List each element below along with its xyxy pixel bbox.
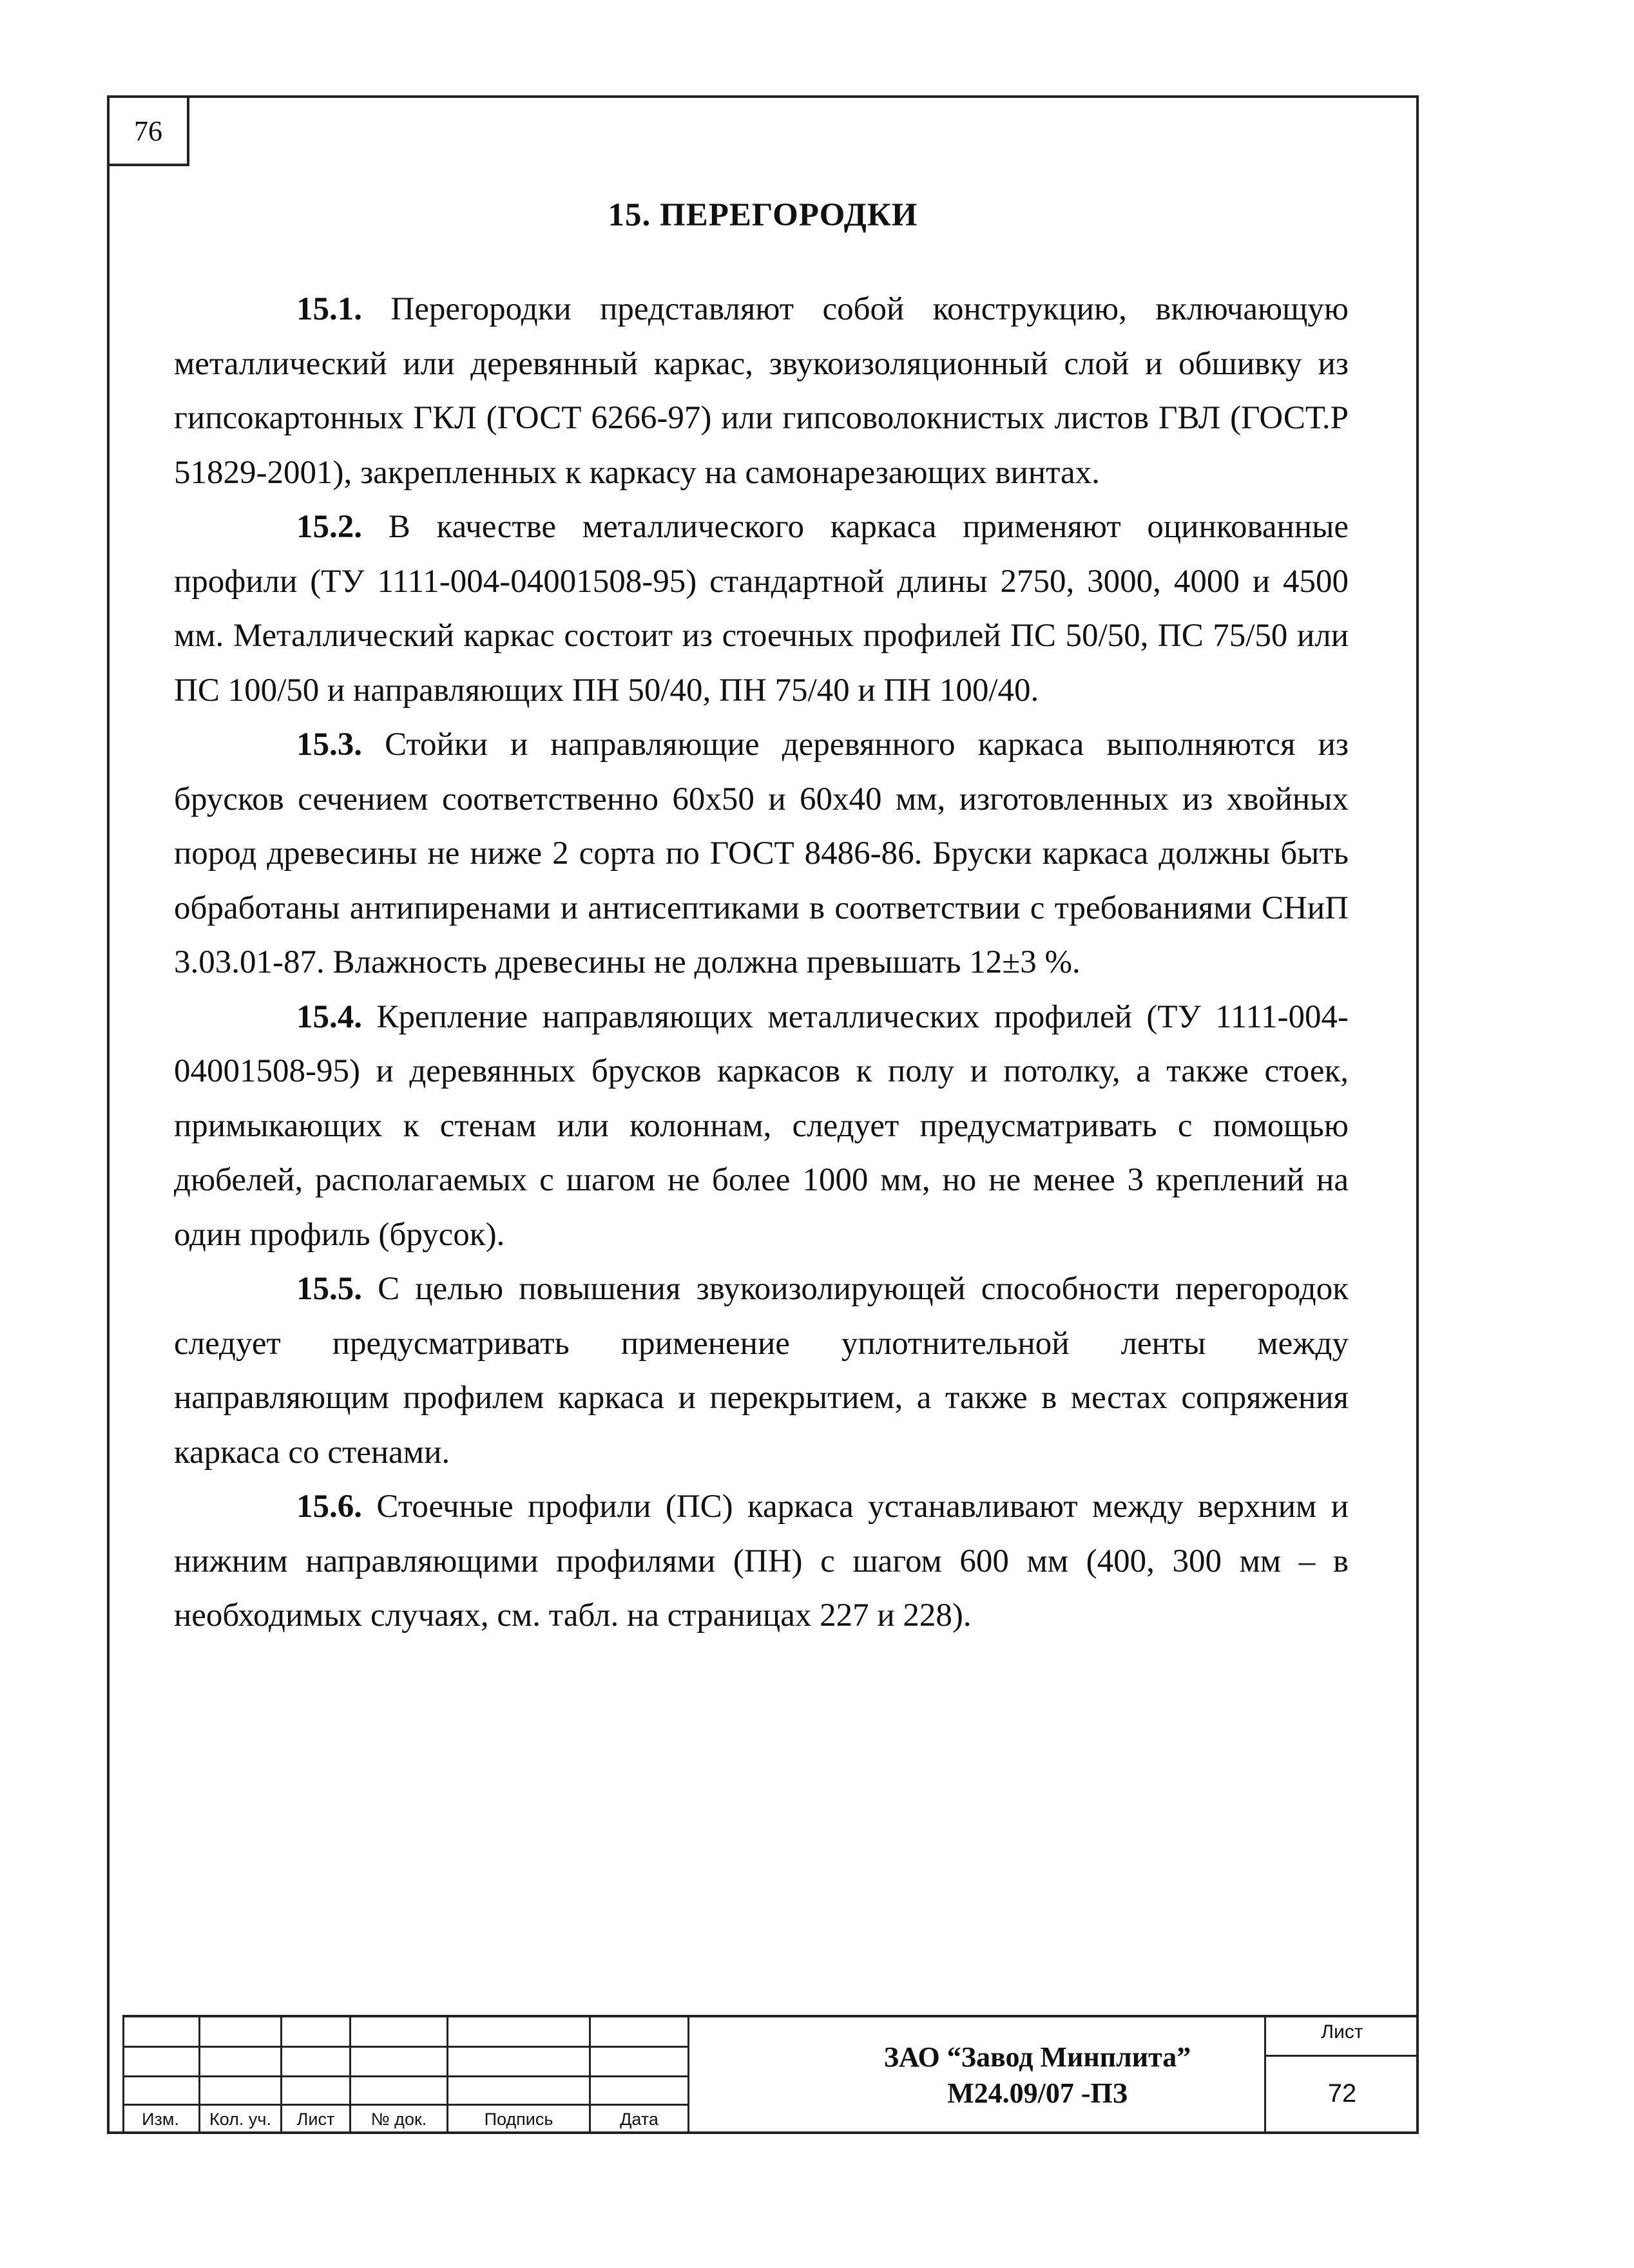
- document-body: [174, 282, 1349, 1643]
- stamp-line: [122, 2104, 689, 2106]
- stamp-col-doc-no: № док.: [370, 2110, 427, 2129]
- paragraph-number: 15.6.: [296, 1489, 362, 1525]
- stamp-line: [122, 2131, 1419, 2134]
- section-title: 15. ПЕРЕГОРОДКИ: [608, 197, 918, 233]
- paragraph-text: Крепление направляющих металлических профилей (ТУ 1111-004-04001508-95) и деревянных брусков каркасов к полу и потолку, а также стоек, примыкающих к стенам или колоннам, следует предусматривать с помощью дюбелей, располагаемых с шагом не более 1000 мм, но не менее 3 креплений на один профиль (брусок).: [174, 998, 1349, 1253]
- page-number: 76: [134, 115, 162, 147]
- sheet-label: Лист: [1321, 2021, 1363, 2043]
- paragraph-15-5: [174, 1262, 1349, 1480]
- paragraph-number: 15.4.: [296, 998, 362, 1035]
- stamp-col-list: Лист: [296, 2110, 335, 2129]
- stamp-col-izm: Изм.: [142, 2110, 179, 2129]
- stamp-col-date: Дата: [620, 2110, 658, 2129]
- sheet-number: 72: [1327, 2079, 1357, 2108]
- paragraph-number: 15.1.: [296, 291, 362, 327]
- stamp-line: [122, 2075, 689, 2077]
- page-number-box: [107, 95, 189, 166]
- document-code: М24.09/07 -ПЗ: [947, 2077, 1128, 2109]
- paragraph-15-3: [174, 718, 1349, 990]
- stamp-line: [122, 2015, 1419, 2017]
- paragraph-text: Перегородки представляют собой конструкцию, включающую металлический или деревянный каркас, звукоизоляционный слой и обшивку из гипсокартонных ГКЛ (ГОСТ 6266-97) или гипсоволокнистых листов ГВЛ (ГОСТ.Р 51829-2001), закрепленных к каркасу на самонарезающих винтах.: [174, 291, 1349, 491]
- paragraph-text: В качестве металлического каркаса применяют оцинкованные профили (ТУ 1111-004-04001508-95) стандартной длины 2750, 3000, 4000 и 4500 мм. Металлический каркас состоит из стоечных профилей ПС 50/50, ПС 75/50 или ПС 100/50 и направляющих ПН 50/40, ПН 75/40 и ПН 100/40.: [174, 509, 1349, 709]
- paragraph-number: 15.2.: [296, 509, 362, 545]
- title-block: [122, 2015, 1419, 2134]
- paragraph-15-6: [174, 1480, 1349, 1643]
- stamp-col-kol-uch: Кол. уч.: [209, 2110, 271, 2129]
- organization-name: ЗАО “Завод Минплита”: [883, 2041, 1191, 2073]
- paragraph-15-2: [174, 500, 1349, 718]
- paragraph-15-1: [174, 282, 1349, 500]
- paragraph-15-4: [174, 990, 1349, 1263]
- paragraph-text: Стойки и направляющие деревянного каркаса выполняются из брусков сечением соответственно 60х50 и 60х40 мм, изготовленных из хвойных пород древесины не ниже 2 сорта по ГОСТ 8486-86. Бруски каркаса должны быть обработаны антипиренами и антисептиками в соответствии с требованиями СНиП 3.03.01-87. Влажность древесины не должна превышать 12±3 %.: [174, 727, 1349, 980]
- paragraph-number: 15.3.: [296, 727, 362, 763]
- paragraph-text: Стоечные профили (ПС) каркаса устанавливают между верхним и нижним направляющими профилями (ПН) с шагом 600 мм (400, 300 мм – в необходимых случаях, см. табл. на страницах 227 и 228).: [174, 1489, 1349, 1634]
- stamp-col-signature: Подпись: [484, 2110, 553, 2129]
- stamp-line: [122, 2046, 689, 2048]
- paragraph-number: 15.5.: [296, 1271, 362, 1307]
- paragraph-text: С целью повышения звукоизолирующей способности перегородок следует предусматривать применение уплотнительной ленты между направляющим профилем каркаса и перекрытием, а также в местах сопряжения каркаса со стенами.: [174, 1271, 1349, 1471]
